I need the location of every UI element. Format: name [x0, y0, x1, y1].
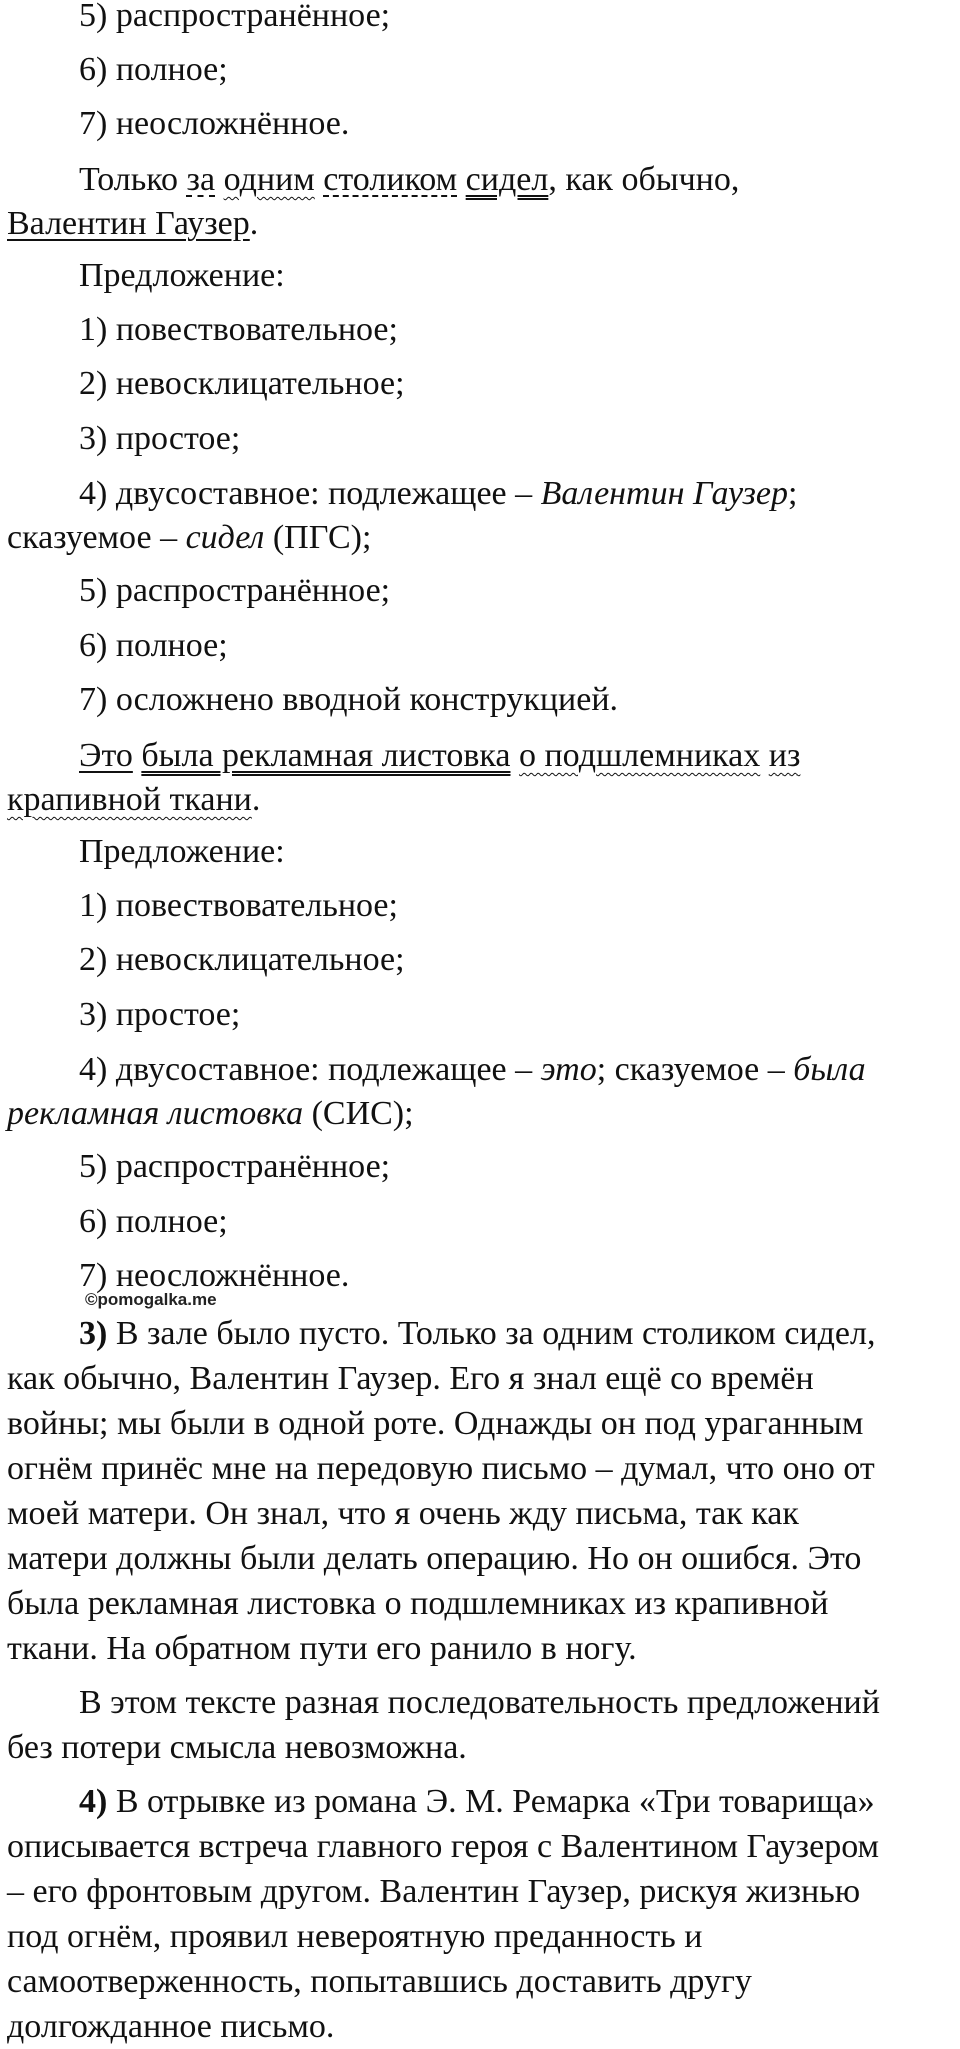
list-item: 6) полное; — [79, 1203, 228, 1240]
circumstance-word: столиком — [323, 161, 458, 198]
list-item: 2) невосклицательное; — [79, 365, 405, 402]
predicate: была рекламная листовка — [141, 737, 511, 774]
paragraph-line: В этом тексте разная последовательность предложений — [79, 1684, 880, 1721]
list-item-continued: рекламная листовка (СИС); — [7, 1095, 414, 1132]
paragraph-line: – его фронтовым другом. Валентин Гаузер, рискуя жизнью — [7, 1873, 861, 1910]
paragraph-line: под огнём, проявил невероятную преданность и — [7, 1918, 703, 1955]
paragraph-line: долгожданное письмо. — [7, 2008, 335, 2045]
task-number: 4) — [79, 1783, 108, 1820]
list-item: 4) двусоставное: подлежащее – это; сказуемое – была — [79, 1051, 866, 1088]
paragraph-line: огнём принёс мне на передовую письмо – думал, что оно от — [7, 1450, 875, 1487]
paragraph-line: самоотверженность, попытавшись доставить другу — [7, 1963, 752, 2000]
attribute-word: крапивной ткани — [7, 781, 252, 818]
list-item: 6) полное; — [79, 627, 228, 664]
list-item: 1) повествовательное; — [79, 887, 398, 924]
paragraph-line: как обычно, Валентин Гаузер. Его я знал ещё со времён — [7, 1360, 814, 1397]
list-item: 2) невосклицательное; — [79, 941, 405, 978]
analysis-heading: Предложение: — [79, 257, 285, 294]
paragraph-line: описывается встреча главного героя с Валентином Гаузером — [7, 1828, 880, 1865]
subject-text: это — [540, 1051, 597, 1088]
predicate-text: сидел — [185, 519, 265, 556]
list-item: 3) простое; — [79, 420, 241, 457]
predicate-text: рекламная листовка — [7, 1095, 304, 1132]
predicate: сидел — [465, 161, 549, 198]
paragraph-line: без потери смысла невозможна. — [7, 1729, 467, 1766]
list-item: 7) неосложнённое. — [79, 105, 350, 142]
attribute-word: о подшлемниках — [518, 737, 761, 774]
list-item: 6) полное; — [79, 51, 228, 88]
subject: Это — [79, 737, 133, 774]
preposition: из — [768, 737, 801, 774]
list-item: 3) простое; — [79, 996, 241, 1033]
subject: Валентин Гаузер — [7, 205, 250, 242]
analysis-heading: Предложение: — [79, 833, 285, 870]
sentence-line: крапивной ткани. — [7, 781, 261, 818]
list-item: 1) повествовательное; — [79, 311, 398, 348]
sentence-line — [79, 736, 800, 778]
paragraph-line: 4) В отрывке из романа Э. М. Ремарка «Три товарища» — [79, 1783, 875, 1820]
paragraph-line: 3) В зале было пусто. Только за одним столиком сидел, — [79, 1315, 876, 1352]
sentence-line: Валентин Гаузер. — [7, 205, 259, 242]
preposition: за — [186, 161, 216, 198]
list-item: 4) двусоставное: подлежащее – Валентин Гаузер; — [79, 475, 798, 512]
watermark: ©pomogalka.me — [85, 1290, 217, 1309]
list-item: 7) осложнено вводной конструкцией. — [79, 681, 619, 718]
task-number: 3) — [79, 1315, 108, 1352]
list-item-continued: сказуемое – сидел (ПГС); — [7, 519, 372, 556]
paragraph-line: войны; мы были в одной роте. Однажды он под ураганным — [7, 1405, 864, 1442]
predicate-text: была — [793, 1051, 866, 1088]
list-item: 5) распространённое; — [79, 0, 391, 34]
paragraph-line: моей матери. Он знал, что я очень жду письма, так как — [7, 1495, 799, 1532]
list-item: 7) неосложнённое. — [79, 1257, 350, 1294]
paragraph-line: матери должны были делать операцию. Но он ошибся. Это — [7, 1540, 862, 1577]
list-item: 5) распространённое; — [79, 572, 391, 609]
sentence-line: Только за одним столиком сидел, как обычно, — [79, 161, 740, 198]
list-item: 5) распространённое; — [79, 1148, 391, 1185]
attribute-word: одним — [223, 161, 315, 198]
paragraph-line: ткани. На обратном пути его ранило в ногу. — [7, 1630, 637, 1667]
word: Только — [79, 161, 187, 198]
paragraph-line: была рекламная листовка о подшлемниках из крапивной — [7, 1585, 829, 1622]
subject-text: Валентин Гаузер — [540, 475, 788, 512]
